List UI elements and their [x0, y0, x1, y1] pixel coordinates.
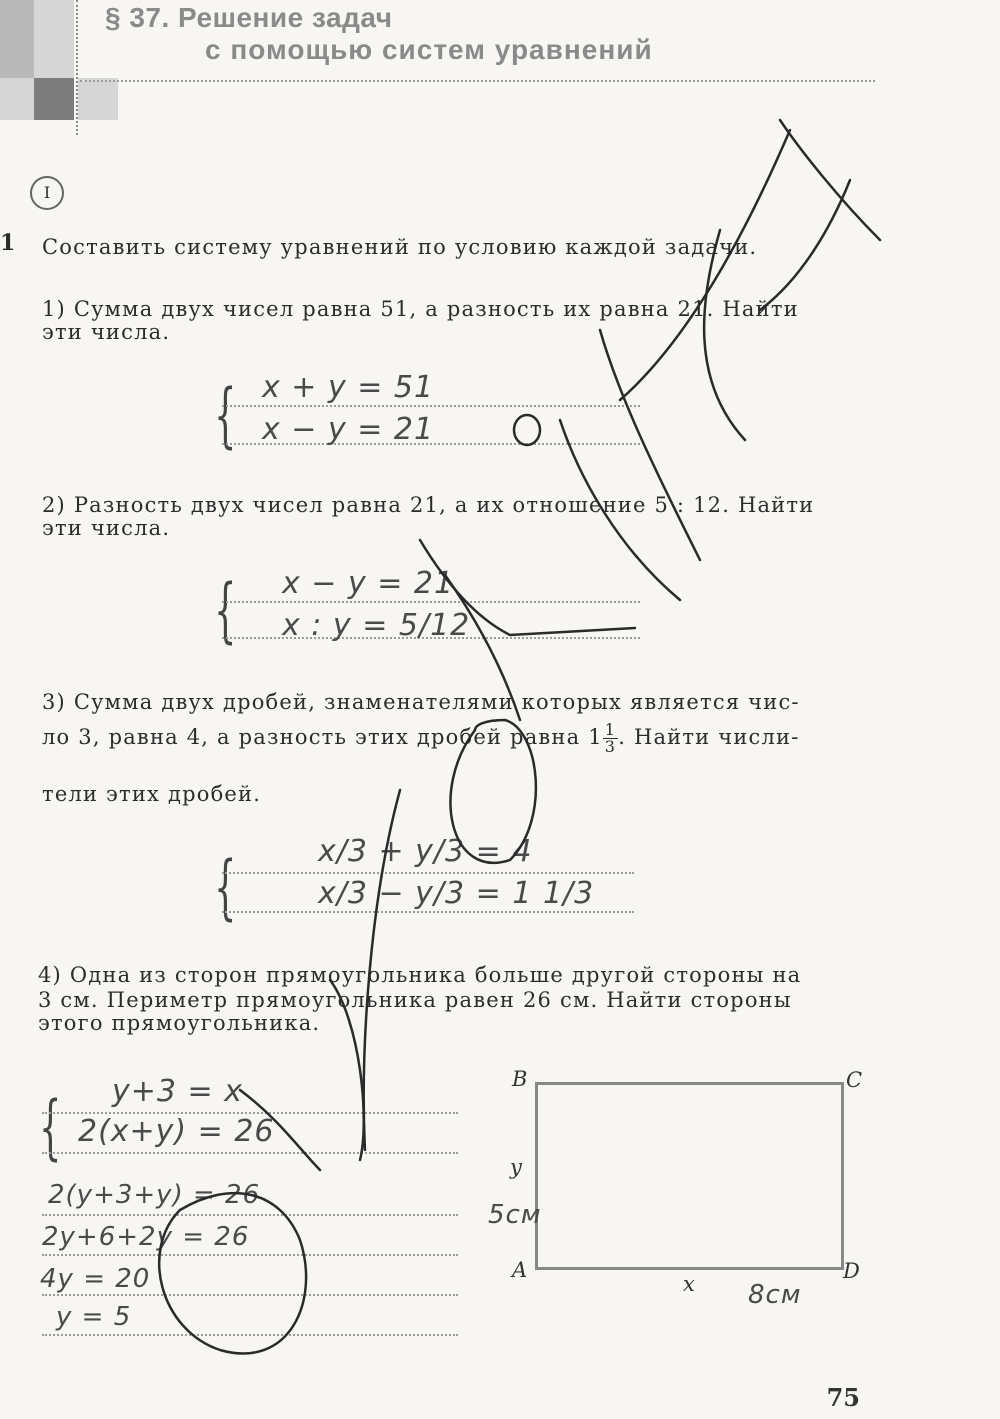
problem-3-line3: тели этих дробей.	[42, 782, 262, 806]
exercise-number: 1	[0, 230, 16, 256]
pen-stroke	[159, 1193, 306, 1353]
problem-4-step-5: 4y = 20	[40, 1264, 151, 1294]
problem-4-step-6: y = 5	[56, 1302, 132, 1332]
problem-4-step-4: 2y+6+2y = 26	[42, 1222, 250, 1252]
pen-stroke	[364, 790, 400, 1150]
system-brace: {	[214, 846, 237, 928]
problem-4-line3: этого прямоугольника.	[38, 1011, 321, 1035]
problem-1-line2: эти числа.	[42, 320, 171, 344]
problem-3-equation-1: x/3 + y/3 = 4	[318, 834, 533, 869]
fraction-numerator: 1	[604, 720, 617, 739]
problem-3-equation-2: x/3 − y/3 = 1 1/3	[318, 876, 595, 911]
section-subtitle: с помощью систем уравнений	[205, 34, 653, 65]
problem-2-line1: 2) Разность двух чисел равна 21, а их отношение 5 : 12. Найти	[42, 493, 815, 517]
vertex-label-b: B	[512, 1067, 528, 1091]
pen-stroke	[760, 180, 850, 310]
vertex-label-a: A	[512, 1258, 528, 1282]
handwritten-side-y: 5см	[488, 1200, 542, 1230]
pen-stroke	[330, 980, 364, 1160]
problem-2-equation-2: x : y = 5/12	[282, 608, 471, 643]
fraction-denominator: 3	[604, 737, 617, 756]
vertex-label-d: D	[843, 1259, 860, 1283]
problem-1-equation-2: x − y = 21	[262, 412, 435, 447]
problem-3-line2-end: . Найти числи-	[618, 725, 800, 749]
side-label-x: x	[683, 1272, 695, 1296]
handwritten-side-x: 8см	[748, 1280, 802, 1310]
problem-4-step-1: y+3 = x	[112, 1074, 243, 1109]
pen-stroke	[600, 330, 700, 560]
pen-stroke	[560, 420, 680, 600]
problem-1-equation-1: x + y = 51	[262, 370, 435, 405]
system-brace: {	[214, 569, 237, 651]
section-title: § 37. Решение задач	[105, 2, 393, 33]
problem-2-equation-1: x − y = 21	[282, 566, 455, 601]
system-brace: {	[39, 1086, 62, 1168]
roman-marker: I	[30, 176, 64, 210]
problem-4-step-2: 2(x+y) = 26	[78, 1114, 275, 1149]
problem-4-line1: 4) Одна из сторон прямоугольника больше другой стороны на	[38, 963, 802, 987]
problem-2-line2: эти числа.	[42, 516, 171, 540]
pen-stroke	[240, 1090, 320, 1170]
pen-stroke	[445, 575, 520, 720]
problem-3-line2-start: ло 3, равна 4, а разность этих дробей равна 1	[42, 725, 603, 749]
problem-4-line2: 3 см. Периметр прямоугольника равен 26 см. Найти стороны	[38, 988, 792, 1012]
problem-1-line1: 1) Сумма двух чисел равна 51, а разность их равна 21. Найти	[42, 297, 799, 321]
pen-stroke	[450, 720, 535, 863]
handwritten-circle-mark	[514, 415, 540, 445]
exercise-instruction: Составить систему уравнений по условию каждой задачи.	[42, 235, 758, 259]
problem-4-step-3: 2(y+3+y) = 26	[48, 1180, 261, 1210]
side-label-y: y	[510, 1155, 522, 1179]
pen-stroke	[620, 130, 790, 400]
problem-3-line1: 3) Сумма двух дробей, знаменателями которых является чис-	[42, 690, 800, 714]
system-brace: {	[214, 374, 237, 456]
page-number: 75	[826, 1383, 860, 1412]
vertex-label-c: C	[846, 1068, 863, 1092]
